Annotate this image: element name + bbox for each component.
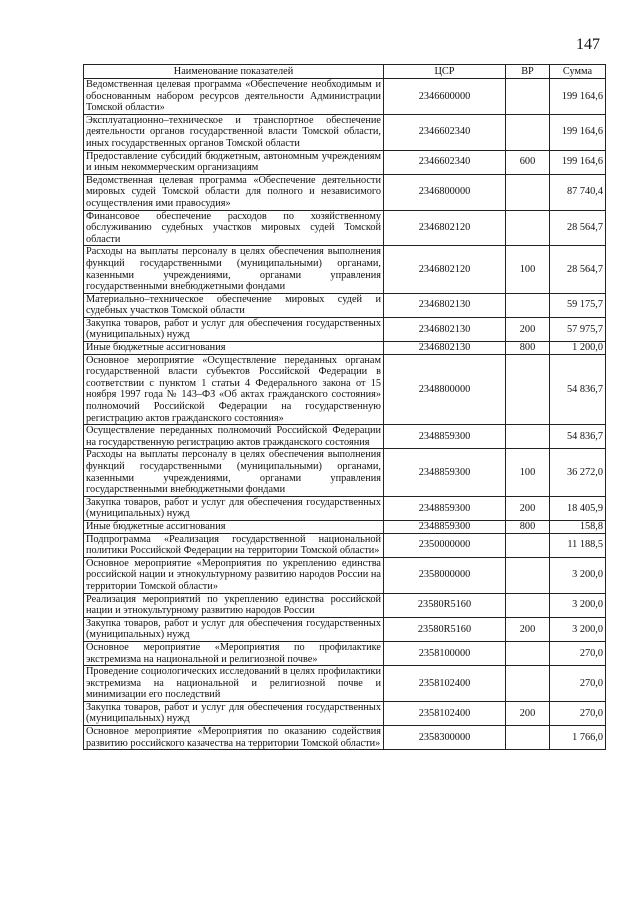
table-row xyxy=(84,701,606,725)
row-name: Реализация мероприятий по укреплению единства российской нации и этнокультурному развитию народов России xyxy=(84,593,384,617)
row-name: Основное мероприятие «Мероприятия по укреплению единства российской нации и этнокультурному развитию народов России на территории Томской области» xyxy=(84,557,384,593)
row-code: 2358102400 xyxy=(384,701,506,725)
row-code: 2346800000 xyxy=(384,174,506,210)
row-name: Финансовое обеспечение расходов по хозяйственному обслуживанию судебных участков мировых судей Томской области xyxy=(84,210,384,246)
row-name: Иные бюджетные ассигнования xyxy=(84,520,384,533)
row-code: 2358000000 xyxy=(384,557,506,593)
row-sum: 1 766,0 xyxy=(550,726,606,750)
row-vr xyxy=(506,79,550,115)
row-vr: 600 xyxy=(506,150,550,174)
table-row xyxy=(84,210,606,246)
row-sum: 270,0 xyxy=(550,701,606,725)
row-vr xyxy=(506,210,550,246)
row-sum: 199 164,6 xyxy=(550,79,606,115)
row-name: Закупка товаров, работ и услуг для обеспечения государственных (муниципальных) нужд xyxy=(84,317,384,341)
row-code: 2346602340 xyxy=(384,150,506,174)
table-row xyxy=(84,342,606,355)
row-name: Основное мероприятие «Мероприятия по профилактике экстремизма на национальной и религиозной почве» xyxy=(84,641,384,665)
row-code: 2348859300 xyxy=(384,425,506,449)
row-sum: 28 564,7 xyxy=(550,246,606,293)
row-sum: 11 188,5 xyxy=(550,533,606,557)
row-sum: 36 272,0 xyxy=(550,449,606,496)
row-name: Основное мероприятие «Осуществление переданных органам государственной власти субъектов Российской Федерации в соответствии с пунктом 1 статьи 4 Федерального закона от 15 ноября 1997 года № 143–ФЗ «Об актах гражданского состояния» полномочий Российской Федерации на государственную регистрацию актов гражданского состояния» xyxy=(84,354,384,425)
table-row xyxy=(84,114,606,150)
header-sum: Сумма xyxy=(550,65,606,79)
row-code: 2346802130 xyxy=(384,293,506,317)
row-vr xyxy=(506,641,550,665)
row-name: Осуществление переданных полномочий Российской Федерации на государственную регистрацию актов гражданского состояния xyxy=(84,425,384,449)
header-name: Наименование показателей xyxy=(84,65,384,79)
row-code: 2346802120 xyxy=(384,246,506,293)
row-name: Иные бюджетные ассигнования xyxy=(84,342,384,355)
row-name: Закупка товаров, работ и услуг для обеспечения государственных (муниципальных) нужд xyxy=(84,496,384,520)
row-code: 2346600000 xyxy=(384,79,506,115)
row-vr: 800 xyxy=(506,342,550,355)
table-row xyxy=(84,79,606,115)
table-row xyxy=(84,617,606,641)
row-vr xyxy=(506,354,550,425)
table-row xyxy=(84,449,606,496)
row-name: Закупка товаров, работ и услуг для обеспечения государственных (муниципальных) нужд xyxy=(84,617,384,641)
row-code: 2358300000 xyxy=(384,726,506,750)
row-name: Эксплуатационно–техническое и транспортное обеспечение деятельности органов государственной власти Томской области, иных государственных органов Томской области xyxy=(84,114,384,150)
row-sum: 3 200,0 xyxy=(550,593,606,617)
row-name: Проведение социологических исследований в целях профилактики экстремизма на национальной и религиозной почве и минимизации его последствий xyxy=(84,666,384,702)
row-sum: 54 836,7 xyxy=(550,425,606,449)
row-code: 23580R5160 xyxy=(384,593,506,617)
row-code: 2346802120 xyxy=(384,210,506,246)
row-sum: 87 740,4 xyxy=(550,174,606,210)
row-vr: 200 xyxy=(506,496,550,520)
row-code: 2348859300 xyxy=(384,520,506,533)
row-code: 23580R5160 xyxy=(384,617,506,641)
row-name: Расходы на выплаты персоналу в целях обеспечения выполнения функций государственными (муниципальными) органами, казенными учреждениями, органами управления государственными внебюджетными фондами xyxy=(84,449,384,496)
header-vr: ВР xyxy=(506,65,550,79)
table-header-row xyxy=(84,65,606,79)
row-name: Ведомственная целевая программа «Обеспечение необходимым и обоснованным набором ресурсов деятельности Администрации Томской области» xyxy=(84,79,384,115)
row-vr xyxy=(506,293,550,317)
row-code: 2358100000 xyxy=(384,641,506,665)
row-sum: 57 975,7 xyxy=(550,317,606,341)
table-row xyxy=(84,317,606,341)
row-code: 2348859300 xyxy=(384,496,506,520)
row-name: Закупка товаров, работ и услуг для обеспечения государственных (муниципальных) нужд xyxy=(84,701,384,725)
row-code: 2346802130 xyxy=(384,317,506,341)
row-sum: 3 200,0 xyxy=(550,617,606,641)
table-row xyxy=(84,641,606,665)
table-row xyxy=(84,593,606,617)
row-code: 2348859300 xyxy=(384,449,506,496)
table-row xyxy=(84,557,606,593)
row-sum: 158,8 xyxy=(550,520,606,533)
row-name: Основное мероприятие «Мероприятия по оказанию содействия развитию российского казачества на территории Томской области» xyxy=(84,726,384,750)
page-number: 147 xyxy=(576,36,600,53)
row-sum: 270,0 xyxy=(550,666,606,702)
row-code: 2346802130 xyxy=(384,342,506,355)
table-row xyxy=(84,354,606,425)
row-name: Материально–техническое обеспечение мировых судей и судебных участков Томской области xyxy=(84,293,384,317)
table-row xyxy=(84,293,606,317)
row-code: 2358102400 xyxy=(384,666,506,702)
row-sum: 199 164,6 xyxy=(550,114,606,150)
row-sum: 3 200,0 xyxy=(550,557,606,593)
row-vr: 100 xyxy=(506,246,550,293)
row-sum: 59 175,7 xyxy=(550,293,606,317)
table-row xyxy=(84,726,606,750)
row-sum: 54 836,7 xyxy=(550,354,606,425)
row-name: Подпрограмма «Реализация государственной национальной политики Российской Федерации на территории Томской области» xyxy=(84,533,384,557)
row-vr xyxy=(506,666,550,702)
row-sum: 28 564,7 xyxy=(550,210,606,246)
row-vr: 100 xyxy=(506,449,550,496)
table-row xyxy=(84,533,606,557)
row-code: 2348800000 xyxy=(384,354,506,425)
row-vr xyxy=(506,557,550,593)
table-row xyxy=(84,520,606,533)
row-name: Расходы на выплаты персоналу в целях обеспечения выполнения функций государственными (муниципальными) органами, казенными учреждениями, органами управления государственными внебюджетными фондами xyxy=(84,246,384,293)
row-vr: 200 xyxy=(506,701,550,725)
row-vr: 800 xyxy=(506,520,550,533)
row-name: Предоставление субсидий бюджетным, автономным учреждениям и иным некоммерческим организациям xyxy=(84,150,384,174)
row-code: 2346602340 xyxy=(384,114,506,150)
row-vr xyxy=(506,593,550,617)
table-row xyxy=(84,666,606,702)
row-sum: 199 164,6 xyxy=(550,150,606,174)
table-row xyxy=(84,174,606,210)
row-vr xyxy=(506,533,550,557)
row-vr xyxy=(506,425,550,449)
table-row xyxy=(84,246,606,293)
row-sum: 1 200,0 xyxy=(550,342,606,355)
row-vr: 200 xyxy=(506,617,550,641)
row-vr: 200 xyxy=(506,317,550,341)
table-row xyxy=(84,425,606,449)
row-sum: 270,0 xyxy=(550,641,606,665)
table-row xyxy=(84,150,606,174)
header-code: ЦСР xyxy=(384,65,506,79)
row-sum: 18 405,9 xyxy=(550,496,606,520)
row-name: Ведомственная целевая программа «Обеспечение деятельности мировых судей Томской области для полного и независимого осуществления ими правосудия» xyxy=(84,174,384,210)
table-body xyxy=(84,79,606,750)
row-vr xyxy=(506,114,550,150)
row-vr xyxy=(506,726,550,750)
budget-table xyxy=(83,64,606,750)
row-vr xyxy=(506,174,550,210)
row-code: 2350000000 xyxy=(384,533,506,557)
table-row xyxy=(84,496,606,520)
